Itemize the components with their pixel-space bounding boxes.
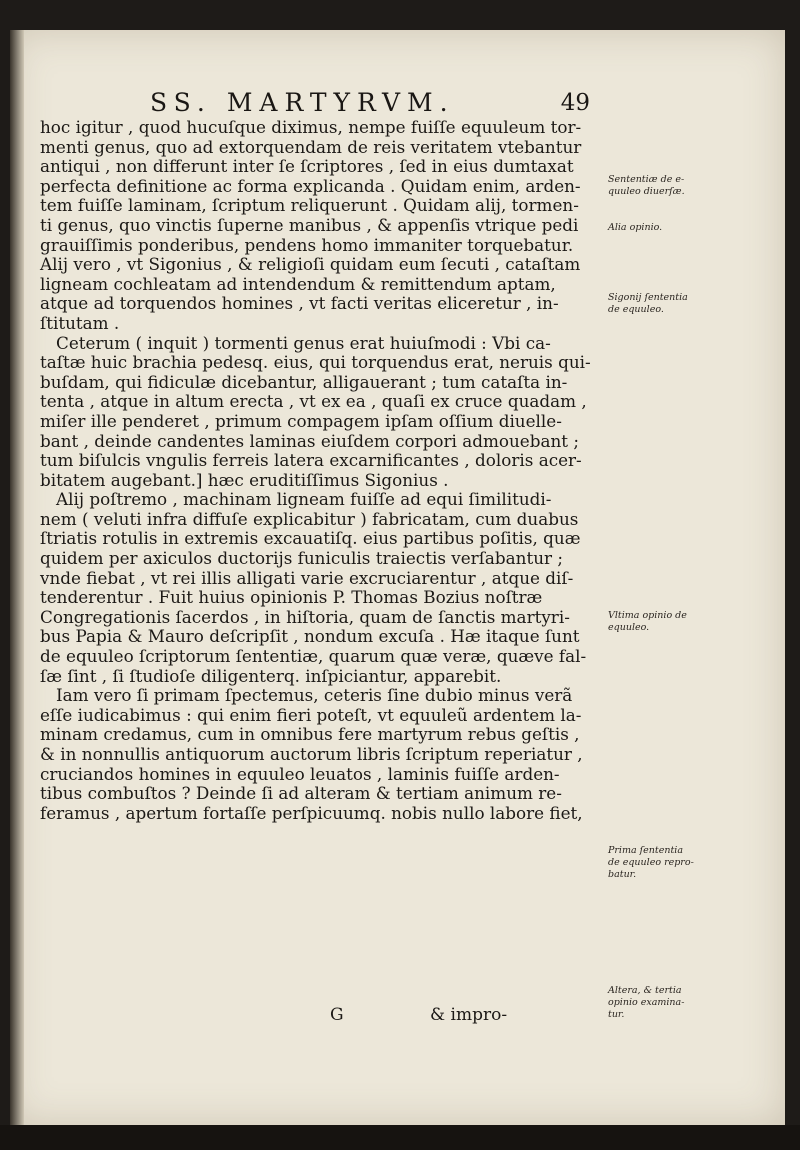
text-line: bitatem augebant.] hæc eruditiſſimus Sigonius . — [40, 469, 449, 490]
text-line: grauiſſimis ponderibus, pendens homo immaniter torquebatur. — [40, 234, 574, 255]
margin-note — [608, 845, 758, 881]
text-line: Iam vero ſi primam ſpectemus, ceteris ſine dubio minus verã — [56, 685, 573, 706]
text-line: antiqui , non differunt inter ſe ſcriptores , ſed in eius dumtaxat — [40, 156, 574, 177]
text-line: menti genus, quo ad extorquendam de reis veritatem vtebantur — [40, 136, 582, 157]
text-line: ſtriatis rotulis in extremis excauatiſq. eius partibus poſitis, quæ — [40, 528, 581, 549]
text-line: hoc igitur , quod hucuſque diximus, nempe fuiſſe equuleum tor- — [40, 117, 582, 137]
text-line: minam credamus, cum in omnibus fere martyrum rebus geſtis , — [40, 724, 580, 745]
text-line: cruciandos homines in equuleo leuatos , laminis fuiſſe arden- — [40, 763, 560, 784]
text-line: ſæ ſint , ſi ſtudioſe diligenterq. inſpiciantur, apparebit. — [40, 665, 502, 686]
text-line: vnde fiebat , vt rei illis alligati varie excruciarentur , atque diſ- — [40, 567, 574, 588]
text-line: tenta , atque in altum erecta , vt ex ea , quaſi ex cruce quadam , — [40, 391, 587, 412]
margin-note — [608, 610, 758, 634]
margin-note-line: de equuleo. — [608, 304, 664, 315]
text-line: nem ( veluti infra diffuſe explicabitur ) fabricatam, cum duabus — [40, 508, 579, 529]
page-bottom-edge — [0, 1125, 800, 1150]
text-line: ti genus, quo vinctis ſuperne manibus , & appenſis vtrique pedi — [40, 214, 579, 235]
text-line: taſtæ huic brachia pedesq. eius, qui torquendus erat, neruis qui- — [40, 352, 591, 373]
text-line: Congregationis ſacerdos , in hiſtoria, quam de ſanctis martyri- — [40, 606, 570, 627]
text-line: Alij vero , vt Sigonius , & religioſi quidam eum ſecuti , cataſtam — [40, 254, 581, 275]
text-line: ligneam cochleatam ad intendendum & remittendum aptam, — [40, 273, 556, 294]
running-title: SS. MARTYRVM. — [150, 88, 455, 117]
body-text — [40, 118, 600, 823]
text-line: tum biſulcis vngulis ferreis latera excarnificantes , doloris acer- — [40, 450, 582, 471]
text-line: & in nonnullis antiquorum auctorum libris ſcriptum reperiatur , — [40, 744, 583, 764]
margin-note — [608, 292, 758, 316]
signature-mark: G — [330, 1005, 344, 1025]
text-line: bant , deinde candentes laminas eiuſdem corpori admouebant ; — [40, 430, 579, 451]
text-line: perfecta definitione ac forma explicanda . Quidam enim, arden- — [40, 175, 581, 196]
margin-note-line: Sententiæ de e- — [608, 174, 685, 185]
catchword: & impro- — [430, 1005, 508, 1025]
text-line: feramus , apertum fortaſſe perſpicuumq. nobis nullo labore fiet, — [40, 802, 583, 823]
margin-note-line: Sigonij ſententia — [608, 292, 688, 303]
margin-note-line: Altera, & tertia — [608, 985, 682, 996]
margin-note-line: opinio examina- — [608, 997, 685, 1008]
text-line: tibus combuſtos ? Deinde ſi ad alteram & tertiam animum re- — [40, 783, 562, 804]
text-line: tem fuiſſe laminam, ſcriptum reliquerunt . Quidam alij, tormen- — [40, 195, 579, 216]
text-line: atque ad torquendos homines , vt facti veritas eliceretur , in- — [40, 293, 559, 314]
text-line: miſer ille penderet , primum compagem ipſam oſſium diuelle- — [40, 410, 562, 431]
margin-note-line: quuleo diuerſæ. — [608, 186, 685, 197]
margin-note — [608, 174, 758, 198]
margin-note-line: Vltima opinio de — [608, 610, 687, 621]
text-line: tenderentur . Fuit huius opinionis P. Thomas Bozius noſtræ — [40, 587, 543, 608]
margin-note-line: de equuleo repro- — [608, 857, 694, 868]
margin-note-line: Prima ſententia — [608, 845, 683, 856]
page-number: 49 — [560, 90, 590, 116]
margin-note-line: Alia opinio. — [608, 222, 663, 233]
text-line: Alij poſtremo , machinam ligneam fuiſſe ad equi ſimilitudi- — [56, 489, 552, 510]
running-header — [150, 88, 590, 118]
text-line: Ceterum ( inquit ) tormenti genus erat huiuſmodi : Vbi ca- — [56, 332, 551, 353]
margin-note — [608, 222, 758, 234]
margin-note — [608, 985, 758, 1021]
margin-note-line: tur. — [608, 1009, 625, 1020]
text-line: buſdam, qui fidiculæ dicebantur, alligauerant ; tum cataſta in- — [40, 371, 568, 392]
margin-note-line: equuleo. — [608, 622, 650, 633]
text-line: ſtitutam . — [40, 312, 120, 333]
text-line: bus Papia & Mauro deſcripſit , nondum excuſa . Hæ itaque ſunt — [40, 626, 580, 647]
text-line: de equuleo ſcriptorum ſententiæ, quarum quæ veræ, quæve fal- — [40, 646, 587, 667]
text-line: quidem per axiculos ductorijs funiculis traiectis verſabantur ; — [40, 548, 564, 569]
margin-note-line: batur. — [608, 869, 637, 880]
text-line: eſſe iudicabimus : qui enim fieri poteſt, vt equuleũ ardentem la- — [40, 704, 582, 725]
page-gutter — [10, 30, 24, 1125]
